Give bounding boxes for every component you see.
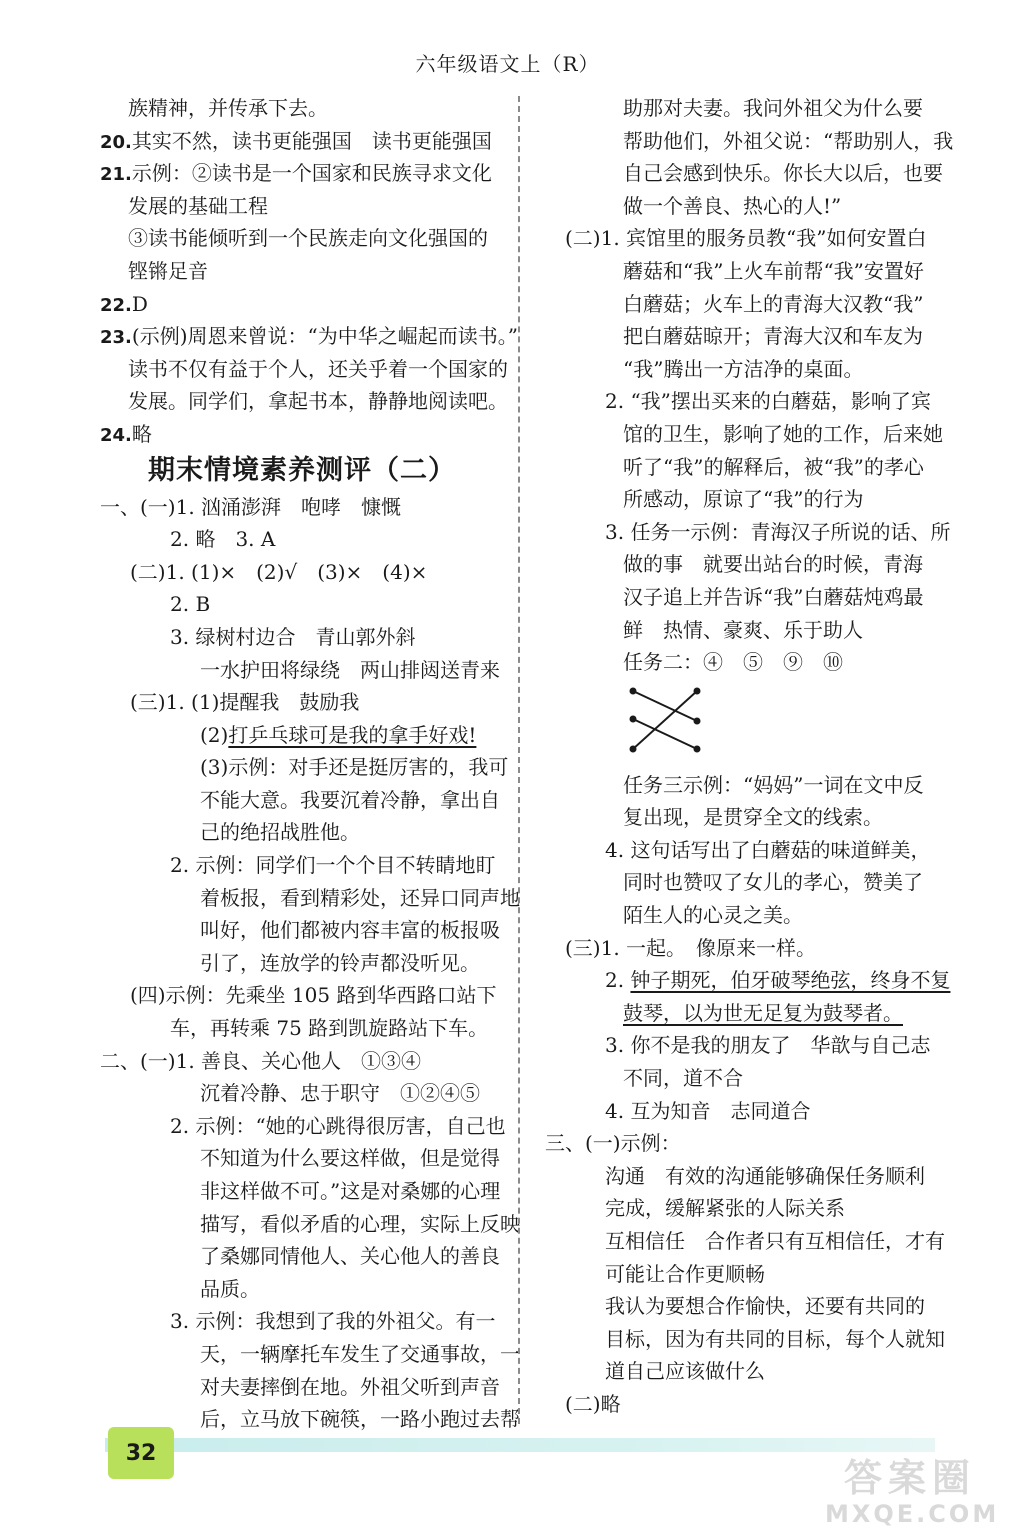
- answer-line: [545, 418, 945, 451]
- answer-line: [100, 914, 500, 947]
- answer-text: 助那对夫妻。我问外祖父为什么要: [623, 96, 923, 120]
- answer-text: 同时也赞叹了女儿的孝心，赞美了: [623, 870, 923, 895]
- answer-line: [545, 614, 945, 647]
- answer-line: [545, 157, 945, 190]
- answer-line: [100, 353, 508, 386]
- answer-line: [545, 255, 945, 288]
- watermark-logo: [825, 1455, 1000, 1533]
- answer-text: 所感动，原谅了“我”的行为: [623, 487, 864, 512]
- answer-text: 4. 互为知音 志同道合: [605, 1098, 811, 1123]
- answer-line: [100, 1110, 506, 1143]
- answer-line: [100, 882, 520, 915]
- answer-text: 2. 示例：“她的心跳得很厉害，自己也: [170, 1113, 506, 1138]
- answer-text: 后，立马放下碗筷，一路小跑过去帮: [200, 1407, 520, 1432]
- cross-lines-figure: [627, 683, 707, 761]
- answer-line: [100, 190, 500, 223]
- answer-line: [100, 418, 500, 451]
- answer-text: 4. 这句话写出了白蘑菇的味道鲜美，: [605, 837, 931, 862]
- underlined-answer: 打乒乓球可是我的拿手好戏!: [228, 722, 477, 747]
- answer-line: [100, 1077, 500, 1110]
- answer-line: [100, 654, 500, 687]
- answer-text: 3. 任务一示例：青海汉子所说的话、所: [605, 519, 951, 544]
- answer-line: [100, 1175, 500, 1208]
- answer-text: (二)1. (1)× (2)√ (3)× (4)×: [130, 559, 428, 584]
- answer-text: 陌生人的心灵之美。: [623, 903, 803, 928]
- answer-line: [545, 801, 945, 834]
- answer-text: 2. “我”摆出买来的白蘑菇，影响了宾: [605, 389, 931, 414]
- answer-text: 3. 示例：我想到了我的外祖父。有一: [170, 1309, 496, 1334]
- answer-text: D: [131, 291, 148, 316]
- answer-text: (二)略: [565, 1391, 621, 1416]
- answer-line: [100, 1240, 500, 1273]
- answer-line: [100, 1045, 500, 1078]
- answer-text: 叫好，他们都被内容丰富的板报吸: [200, 918, 500, 943]
- answer-line: [100, 1273, 500, 1306]
- answer-text: 读书不仅有益于个人，还关乎着一个国家的: [128, 356, 508, 381]
- answer-text: 鲜 热情、豪爽、乐于助人: [623, 617, 863, 642]
- answer-line: [545, 1258, 945, 1291]
- answer-line: [100, 157, 500, 190]
- answer-line: [545, 516, 951, 549]
- answer-text: (四)示例：先乘坐 105 路到华西路口站下: [130, 983, 497, 1008]
- answer-text: 目标，因为有共同的目标，每个人就知: [605, 1326, 945, 1351]
- answer-text: 不能大意。我要沉着冷静，拿出自: [200, 787, 500, 812]
- answer-text: 一水护田将绿绕 两山排闼送青来: [200, 657, 500, 682]
- answer-line: [100, 255, 500, 288]
- answer-text: 自己会感到快乐。你长大以后，也要: [623, 161, 943, 186]
- answer-line: [545, 932, 945, 965]
- answer-line: [545, 1029, 945, 1062]
- answer-line: [100, 1012, 500, 1045]
- answer-line: [100, 1305, 500, 1338]
- answer-text: (三)1. 一起。 像原来一样。: [565, 935, 817, 960]
- answer-text: 复出现，是贯穿全文的线索。: [623, 805, 883, 830]
- answer-line: [100, 1142, 500, 1175]
- question-number: 22.: [100, 294, 132, 316]
- answer-text: 发展。同学们，拿起书本，静静地阅读吧。: [128, 389, 508, 414]
- answer-text: 己的绝招战胜他。: [200, 820, 360, 845]
- question-number: 20.: [100, 131, 132, 153]
- answer-text: 品质。: [200, 1276, 260, 1301]
- answer-line: [100, 686, 500, 719]
- answer-text: (二)1. 宾馆里的服务员教“我”如何安置白: [565, 226, 927, 251]
- question-number: 24.: [100, 424, 132, 446]
- answer-line: [545, 1388, 945, 1421]
- answer-text: 着板报，看到精彩处，还异口同声地: [200, 885, 520, 910]
- answer-line: [100, 288, 500, 321]
- answer-line: [545, 190, 945, 223]
- answer-text: 馆的卫生，影响了她的工作，后来她: [623, 421, 943, 446]
- answer-line: [100, 849, 500, 882]
- answer-line: [545, 964, 951, 997]
- answer-text: 听了“我”的解释后，被“我”的孝心: [623, 454, 924, 479]
- page-number: 32: [108, 1427, 174, 1479]
- answer-line: [545, 92, 945, 125]
- answer-text: 互相信任 合作者只有互相信任，才有: [605, 1229, 945, 1253]
- answer-line: [545, 866, 945, 899]
- answer-text: 车，再转乘 75 路到凯旋路站下车。: [170, 1016, 489, 1041]
- answer-text: 白蘑菇；火车上的青海大汉教“我”: [623, 291, 924, 316]
- answer-line: [100, 751, 509, 784]
- answer-line: [100, 222, 500, 255]
- answer-text: 汉子追上并告诉“我”白蘑菇炖鸡最: [623, 584, 924, 609]
- answer-text: ③读书能倾听到一个民族走向文化强国的: [128, 226, 488, 251]
- answer-line: [545, 646, 945, 679]
- answer-line: [100, 621, 500, 654]
- question-number: 23.: [100, 327, 132, 349]
- answer-text: 3. 你不是我的朋友了 华歆与自己志: [605, 1033, 931, 1058]
- answer-line: [100, 556, 500, 589]
- answer-text: 我认为要想合作愉快，还要有共同的: [605, 1294, 925, 1319]
- answer-line: [545, 451, 945, 484]
- answer-text: 2. 示例：同学们一个个目不转睛地盯: [170, 853, 496, 878]
- answer-text: 天，一辆摩托车发生了交通事故，一: [200, 1341, 520, 1366]
- answer-line: [545, 1192, 945, 1225]
- answer-text: 对夫妻摔倒在地。外祖父听到声音: [200, 1374, 500, 1399]
- answer-text: 完成，缓解紧张的人际关系: [605, 1196, 845, 1221]
- answer-prefix: (2): [200, 722, 229, 747]
- answer-line: [545, 1095, 945, 1128]
- answer-line: [100, 92, 500, 125]
- answer-text: 2. 略 3. A: [170, 527, 276, 552]
- page-header: 六年级语文上（R）: [415, 52, 600, 76]
- answer-line: [545, 1290, 945, 1323]
- answer-text: (三)1. (1)提醒我 鼓励我: [130, 690, 360, 715]
- answer-text: 非这样做不可。”这是对桑娜的心理: [200, 1179, 501, 1203]
- answer-text: 做的事 就要出站台的时候，青海: [623, 552, 923, 577]
- answer-text: 引了，连放学的铃声都没听见。: [200, 950, 480, 975]
- answer-text: 略: [131, 421, 152, 446]
- matching-diagram: [545, 679, 945, 769]
- underlined-answer: 鼓琴，以为世无足复为鼓琴者。: [623, 1000, 903, 1025]
- answer-line: [100, 816, 500, 849]
- answer-line: [100, 491, 500, 524]
- answer-text: 可能让合作更顺畅: [605, 1261, 765, 1286]
- answer-line: [100, 523, 500, 556]
- answer-line: [545, 353, 945, 386]
- answer-text: 把白蘑菇晾开；青海大汉和车友为: [623, 324, 923, 349]
- answer-line: [545, 548, 945, 581]
- answer-text: 蘑菇和“我”上火车前帮“我”安置好: [623, 258, 924, 283]
- answer-text: 做一个善良、热心的人!”: [623, 193, 842, 218]
- answer-text: 沉着冷静、忠于职守 ①②④⑤: [200, 1081, 480, 1106]
- answer-line: [100, 385, 508, 418]
- answer-text: 3. 绿树村边合 青山郭外斜: [170, 624, 416, 649]
- answer-line: [545, 581, 945, 614]
- answer-line: [545, 1225, 945, 1258]
- answer-line: [545, 288, 945, 321]
- answer-line: [100, 784, 500, 817]
- answer-text: 帮助他们，外祖父说：“帮助别人，我: [623, 128, 954, 153]
- right-column: [545, 92, 954, 1421]
- answer-line: [100, 719, 500, 752]
- answer-text: 描写，看似矛盾的心理，实际上反映: [200, 1211, 520, 1236]
- answer-text: 铿锵足音: [128, 258, 208, 283]
- answer-text: 不同，道不合: [623, 1066, 743, 1091]
- underlined-answer: 钟子期死，伯牙破琴绝弦，终身不复: [630, 968, 951, 993]
- answer-line: [100, 125, 500, 158]
- answer-text: (示例)周恩来曾说：“为中华之崛起而读书。”: [131, 324, 518, 349]
- answer-line: [100, 1338, 520, 1371]
- answer-line: [545, 769, 945, 802]
- section-title: 期末情境素养测评（二）: [148, 454, 456, 486]
- answer-line: [100, 1208, 520, 1241]
- answer-line: [545, 222, 945, 255]
- answer-line: [545, 1062, 945, 1095]
- answer-line: [545, 1160, 945, 1193]
- answer-line: [545, 997, 945, 1030]
- answer-text: 三、(一)示例：: [545, 1131, 681, 1156]
- answer-text: 一、(一)1. 汹涌澎湃 咆哮 慷慨: [100, 494, 402, 519]
- answer-text: 二、(一)1. 善良、关心他人 ①③④: [100, 1048, 422, 1073]
- answer-text: 发展的基础工程: [128, 193, 268, 218]
- answer-text: 其实不然，读书更能强国 读书更能强国: [131, 128, 492, 153]
- watermark-url: MXQE.COM: [825, 1500, 1000, 1528]
- answer-line: [100, 979, 500, 1012]
- answer-line: [545, 483, 945, 516]
- answer-text: 道自己应该做什么: [605, 1359, 765, 1384]
- answer-line: [100, 947, 500, 980]
- answer-line: [545, 834, 945, 867]
- answer-text: 2. B: [170, 592, 211, 617]
- answer-text: “我”腾出一方洁净的桌面。: [623, 356, 864, 381]
- answer-text: (3)示例：对手还是挺厉害的，我可: [200, 755, 509, 780]
- watermark-text: 答案圈: [843, 1456, 976, 1500]
- answer-text: 任务二：④ ⑤ ⑨ ⑩: [623, 650, 843, 675]
- answer-line: [545, 385, 945, 418]
- answer-text: 了桑娜同情他人、关心他人的善良: [200, 1244, 500, 1269]
- column-divider: [518, 96, 520, 1424]
- answer-text: 不知道为什么要这样做，但是觉得: [200, 1146, 500, 1171]
- answer-prefix: 2.: [605, 968, 631, 993]
- answer-line: [545, 125, 954, 158]
- footer-strip: [105, 1438, 935, 1452]
- answer-line: [100, 1371, 500, 1404]
- answer-line: [545, 320, 945, 353]
- answer-text: 示例：②读书是一个国家和民族寻求文化: [131, 161, 492, 186]
- answer-line: [100, 320, 518, 353]
- answer-line: [545, 1323, 945, 1356]
- answer-text: 沟通 有效的沟通能够确保任务顺利: [605, 1163, 925, 1188]
- left-column: [100, 92, 520, 1436]
- question-number: 21.: [100, 164, 132, 186]
- answer-line: [100, 588, 500, 621]
- answer-text: 族精神，并传承下去。: [128, 96, 328, 120]
- answer-line: [545, 899, 945, 932]
- answer-line: [545, 1127, 945, 1160]
- answer-text: 任务三示例：“妈妈”一词在文中反: [623, 772, 924, 797]
- answer-line: [545, 1355, 945, 1388]
